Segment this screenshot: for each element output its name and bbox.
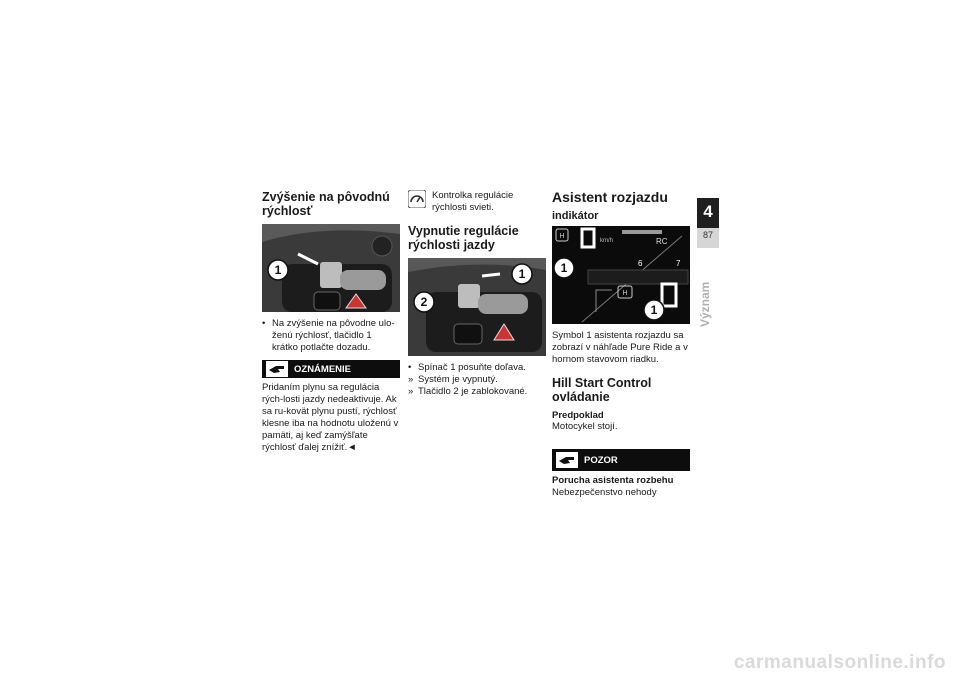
bullet-list xyxy=(262,318,400,354)
list-item: » Tlačidlo 2 je zablokované. xyxy=(408,386,528,397)
list-item: » Systém je vypnutý. xyxy=(408,374,498,385)
chapter-number: 4 xyxy=(703,202,713,221)
warning-hand-icon xyxy=(556,452,578,468)
notice-banner xyxy=(262,360,400,378)
column-1 xyxy=(262,190,400,454)
column-2 xyxy=(408,190,546,398)
prerequisite-label: Predpoklad xyxy=(552,410,604,421)
notice-text: Pridaním plynu sa regulácia rých-losti jazdy nedeaktivuje. Ak sa ru-kovät plynu pustí, rýchlosť klesne iba na hodnotu uloženú v pamäti, aj keď zamýšľate rýchlosť ďalej znížiť.◄ xyxy=(262,382,399,453)
warning-title: Porucha asistenta rozbehu xyxy=(552,475,674,486)
warning-text: Nebezpečenstvo nehody xyxy=(552,487,657,498)
notice-hand-icon xyxy=(266,361,288,377)
symbol-text: Symbol 1 asistenta rozjazdu sa zobrazí v náhľade Pure Ride a v hornom stavovom riadku. xyxy=(552,330,688,365)
callout-1: 1 xyxy=(518,267,526,281)
tft-display xyxy=(552,226,690,324)
warning-banner xyxy=(552,449,690,471)
indicator-row xyxy=(408,190,546,214)
chapter-label: Význam xyxy=(698,281,712,327)
cruise-control-icon xyxy=(408,190,426,208)
heading-cruise-off: Vypnutie regulácie rýchlosti jazdy xyxy=(408,224,519,252)
notice-label: OZNÁMENIE xyxy=(294,363,351,375)
heading-hill-start: Asistent rozjazdu xyxy=(552,189,668,205)
photo-handlebar-switch-2 xyxy=(408,258,546,356)
chapter-tab xyxy=(697,198,719,248)
callout-1: 1 xyxy=(274,263,282,277)
svg-text:H: H xyxy=(559,233,565,240)
callout-1: 1 xyxy=(560,261,568,275)
svg-text:RC: RC xyxy=(656,237,668,246)
heading-resume-speed: Zvýšenie na pôvodnú rýchlosť xyxy=(262,190,390,218)
column-3 xyxy=(552,190,690,499)
warning-label: POZOR xyxy=(584,454,618,466)
svg-text:H: H xyxy=(622,290,628,297)
page-number: 87 xyxy=(702,230,713,240)
subheading-indicator: indikátor xyxy=(552,210,599,222)
svg-text:km/h: km/h xyxy=(600,238,614,244)
steps-list xyxy=(408,362,546,398)
list-item: • Spínač 1 posuňte doľava. xyxy=(408,362,526,373)
list-item: • Na zvýšenie na pôvodne ulo-ženú rýchlosť, tlačidlo 1 krátko potlačte dozadu. xyxy=(262,318,395,353)
prerequisite-text: Motocykel stojí. xyxy=(552,421,618,432)
callout-1: 1 xyxy=(650,303,658,317)
svg-text:7: 7 xyxy=(676,259,681,268)
svg-text:6: 6 xyxy=(638,259,643,268)
photo-handlebar-switch-1 xyxy=(262,224,400,312)
watermark: carmanualsonline.info xyxy=(733,652,946,673)
heading-hill-start-control: Hill Start Control ovládanie xyxy=(552,376,652,404)
callout-2: 2 xyxy=(420,295,428,309)
indicator-text: Kontrolka regulácie rýchlosti svieti. xyxy=(432,190,514,213)
